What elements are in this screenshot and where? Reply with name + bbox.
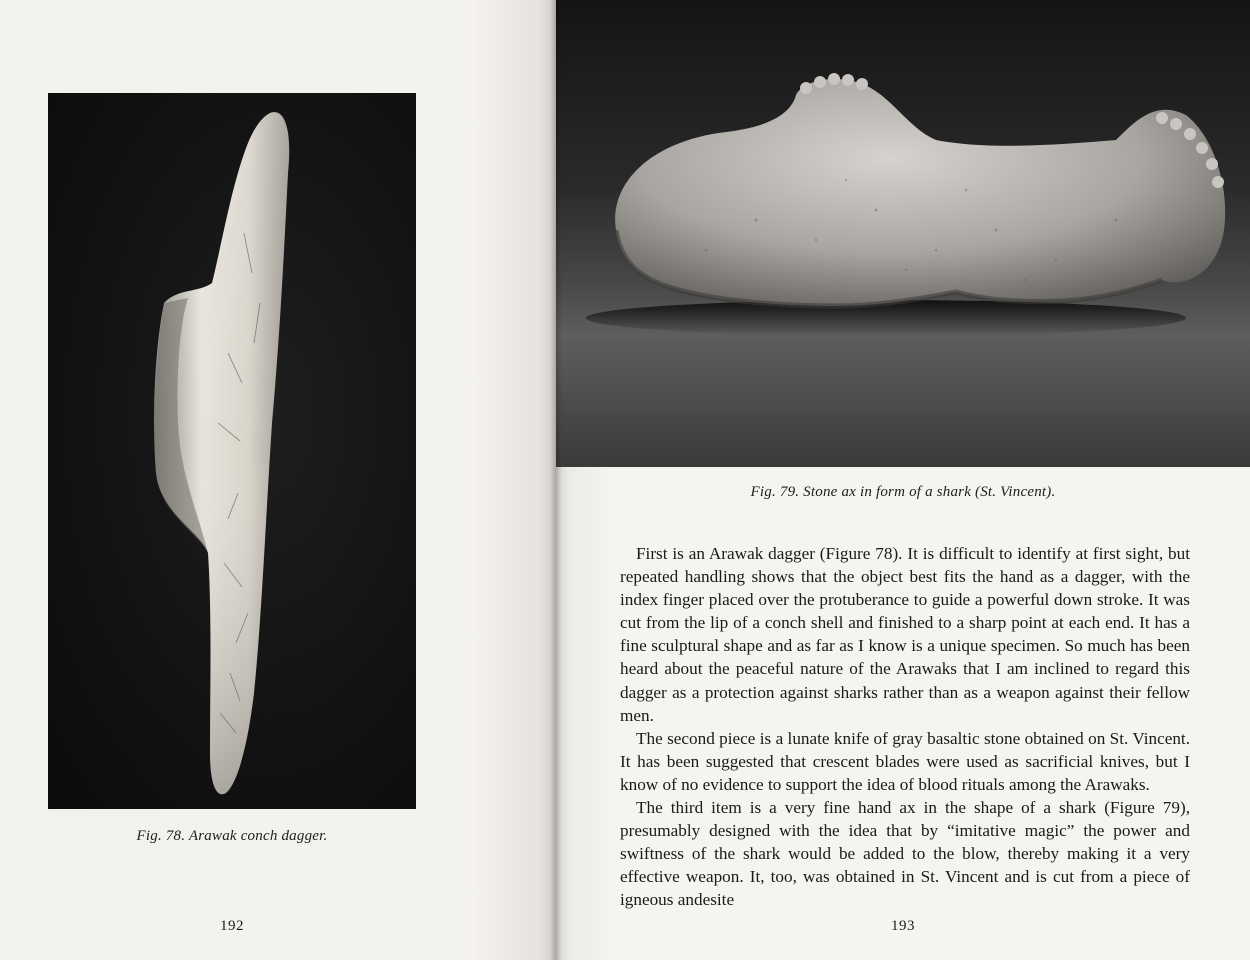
page-number-right [556, 918, 1250, 935]
page-number-right-text: 193 [891, 918, 915, 934]
paragraph-1: First is an Arawak dagger (Figure 78). It is difficult to identify at first sight, but repeated handling shows that the object best fits the hand as a dagger, with the index finger placed over the protuberance to guide a powerful down stroke. It was cut from the lip of a conch shell and finished to a sharp point at each end. It has a fine sculptural shape and as far as I know is a unique specimen. So much has been heard about the peaceful nature of the Arawaks that I am inclined to regard this dagger as a protection against sharks rather than as a weapon against their fellow men. [620, 544, 1190, 725]
page-number-left [48, 918, 416, 935]
paragraph-3: The third item is a very fine hand ax in the shape of a shark (Figure 79), presumably designed with the idea that by “imitative magic” the power and swiftness of the shark would be added to the blow, thereby making it a very effective weapon. It, too, was obtained in St. Vincent and is cut from a piece of igneous andesite [620, 798, 1190, 910]
page-number-left-text: 192 [220, 918, 244, 934]
left-page [0, 0, 556, 960]
right-page [556, 0, 1250, 960]
paragraph-2: The second piece is a lunate knife of gray basaltic stone obtained on St. Vincent. It has been suggested that crescent blades were used as sacrificial knives, but I know of no evidence to support the idea of blood rituals among the Arawaks. [620, 728, 1190, 794]
book-gutter [550, 0, 562, 960]
figure-78-photo [48, 93, 416, 809]
figure-79-photo [556, 0, 1250, 467]
shark-ax-image [556, 0, 1250, 467]
figure-79-caption: Fig. 79. Stone ax in form of a shark (St. Vincent). [750, 484, 1056, 500]
figure-78-caption: Fig. 78. Arawak conch dagger. [136, 828, 328, 844]
body-text [620, 542, 1190, 912]
conch-dagger-image [48, 93, 416, 809]
